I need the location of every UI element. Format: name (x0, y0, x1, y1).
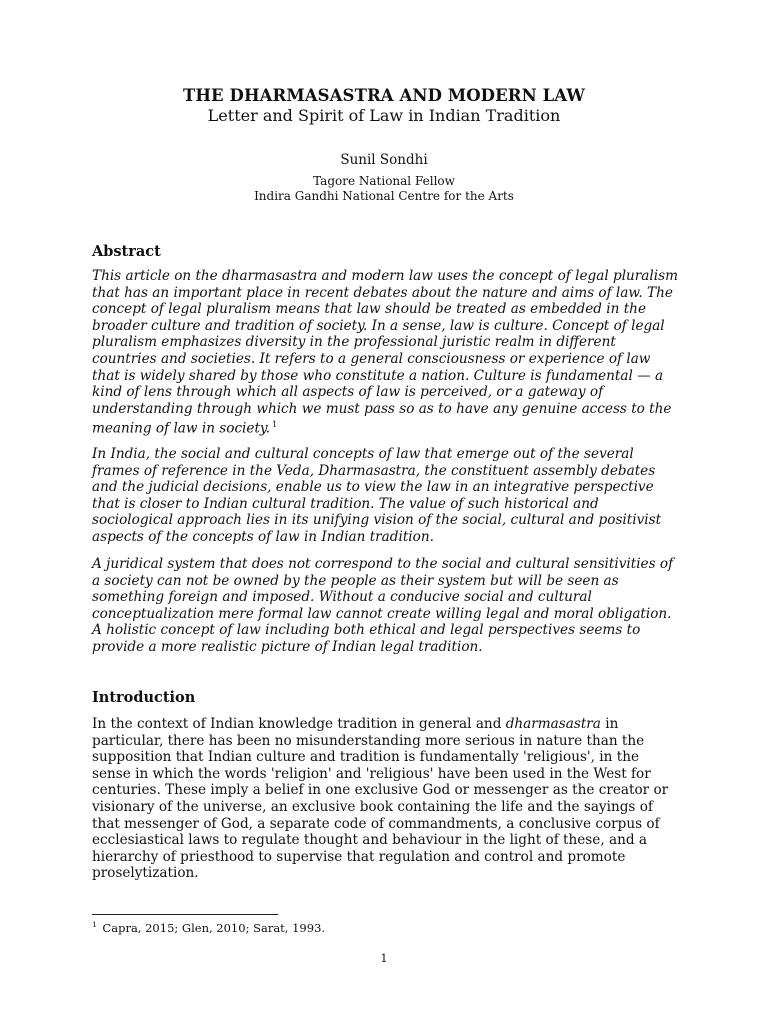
introduction-text-rest: in particular, there has been no misunderstanding more serious in nature than the supposition that Indian culture and tradition is fundamentally 'religious', in the sense in which the words 'religion' and 'religious' have been used in the West for centuries. These imply a belief in one exclusive God or messenger as the creator or visionary of the universe, an exclusive book containing the life and the sayings of that messenger of God, a separate code of commandments, a conclusive corpus of ecclesiastical laws to regulate thought and behaviour in the light of these, and a hierarchy of priesthood to supervise that regulation and control and promote proselytization. (92, 716, 669, 882)
document-title: THE DHARMASASTRA AND MODERN LAW (182, 86, 586, 105)
document-subtitle: Letter and Spirit of Law in Indian Tradition (207, 106, 561, 125)
abstract-heading: Abstract (92, 243, 161, 260)
abstract-paragraph-3: A juridical system that does not correspond to the social and cultural sensitivities of a society can not be owned by the people as their system but will be seen as something foreign and imposed. Without a conducive social and cultural conceptualization mere formal law cannot create willing legal and moral obligation. A holistic concept of law including both ethical and legal perspectives seems to provide a more realistic picture of Indian legal tradition. (92, 556, 674, 655)
author-affiliation-fellowship: Tagore National Fellow (313, 174, 455, 188)
footnote-reference-mark: 1 (272, 420, 278, 430)
footnote-mark: 1 (92, 920, 97, 929)
introduction-heading: Introduction (92, 689, 196, 706)
footnote-separator (92, 914, 278, 915)
author-name: Sunil Sondhi (340, 152, 428, 168)
footnote-text: Capra, 2015; Glen, 2010; Sarat, 1993. (98, 920, 326, 935)
abstract-paragraph-1-text: This article on the dharmasastra and modern law uses the concept of legal pluralism that has an important place in recent debates about the nature and aims of law. The concept of legal pluralism means that law should be treated as embedded in the broader culture and tradition of society. In a sense, law is culture. Concept of legal pluralism emphasizes diversity in the professional juristic realm in different countries and societies. It refers to a general consciousness or experience of law that is widely shared by those who constitute a nation. Culture is fundamental — a kind of lens through which all aspects of law is perceived, or a gateway of understanding through which we must pass so as to have any genuine access to the meaning of law in society. (92, 268, 678, 437)
introduction-text-start: In the context of Indian knowledge tradition in general and (92, 716, 506, 732)
introduction-paragraph-1 (92, 716, 682, 882)
introduction-emphasis-term: dharmasastra (505, 716, 601, 732)
abstract-paragraph-1 (92, 268, 682, 437)
page-number: 1 (380, 952, 388, 965)
footnote (92, 920, 325, 935)
author-affiliation-institution: Indira Gandhi National Centre for the Arts (254, 189, 514, 203)
abstract-paragraph-2: In India, the social and cultural concepts of law that emerge out of the several frames of reference in the Veda, Dharmasastra, the constituent assembly debates and the judicial decisions, enable us to view the law in an integrative perspective that is closer to Indian cultural tradition. The value of such historical and sociological approach lies in its unifying vision of the social, cultural and positivist aspects of the concepts of law in Indian tradition. (92, 446, 662, 545)
